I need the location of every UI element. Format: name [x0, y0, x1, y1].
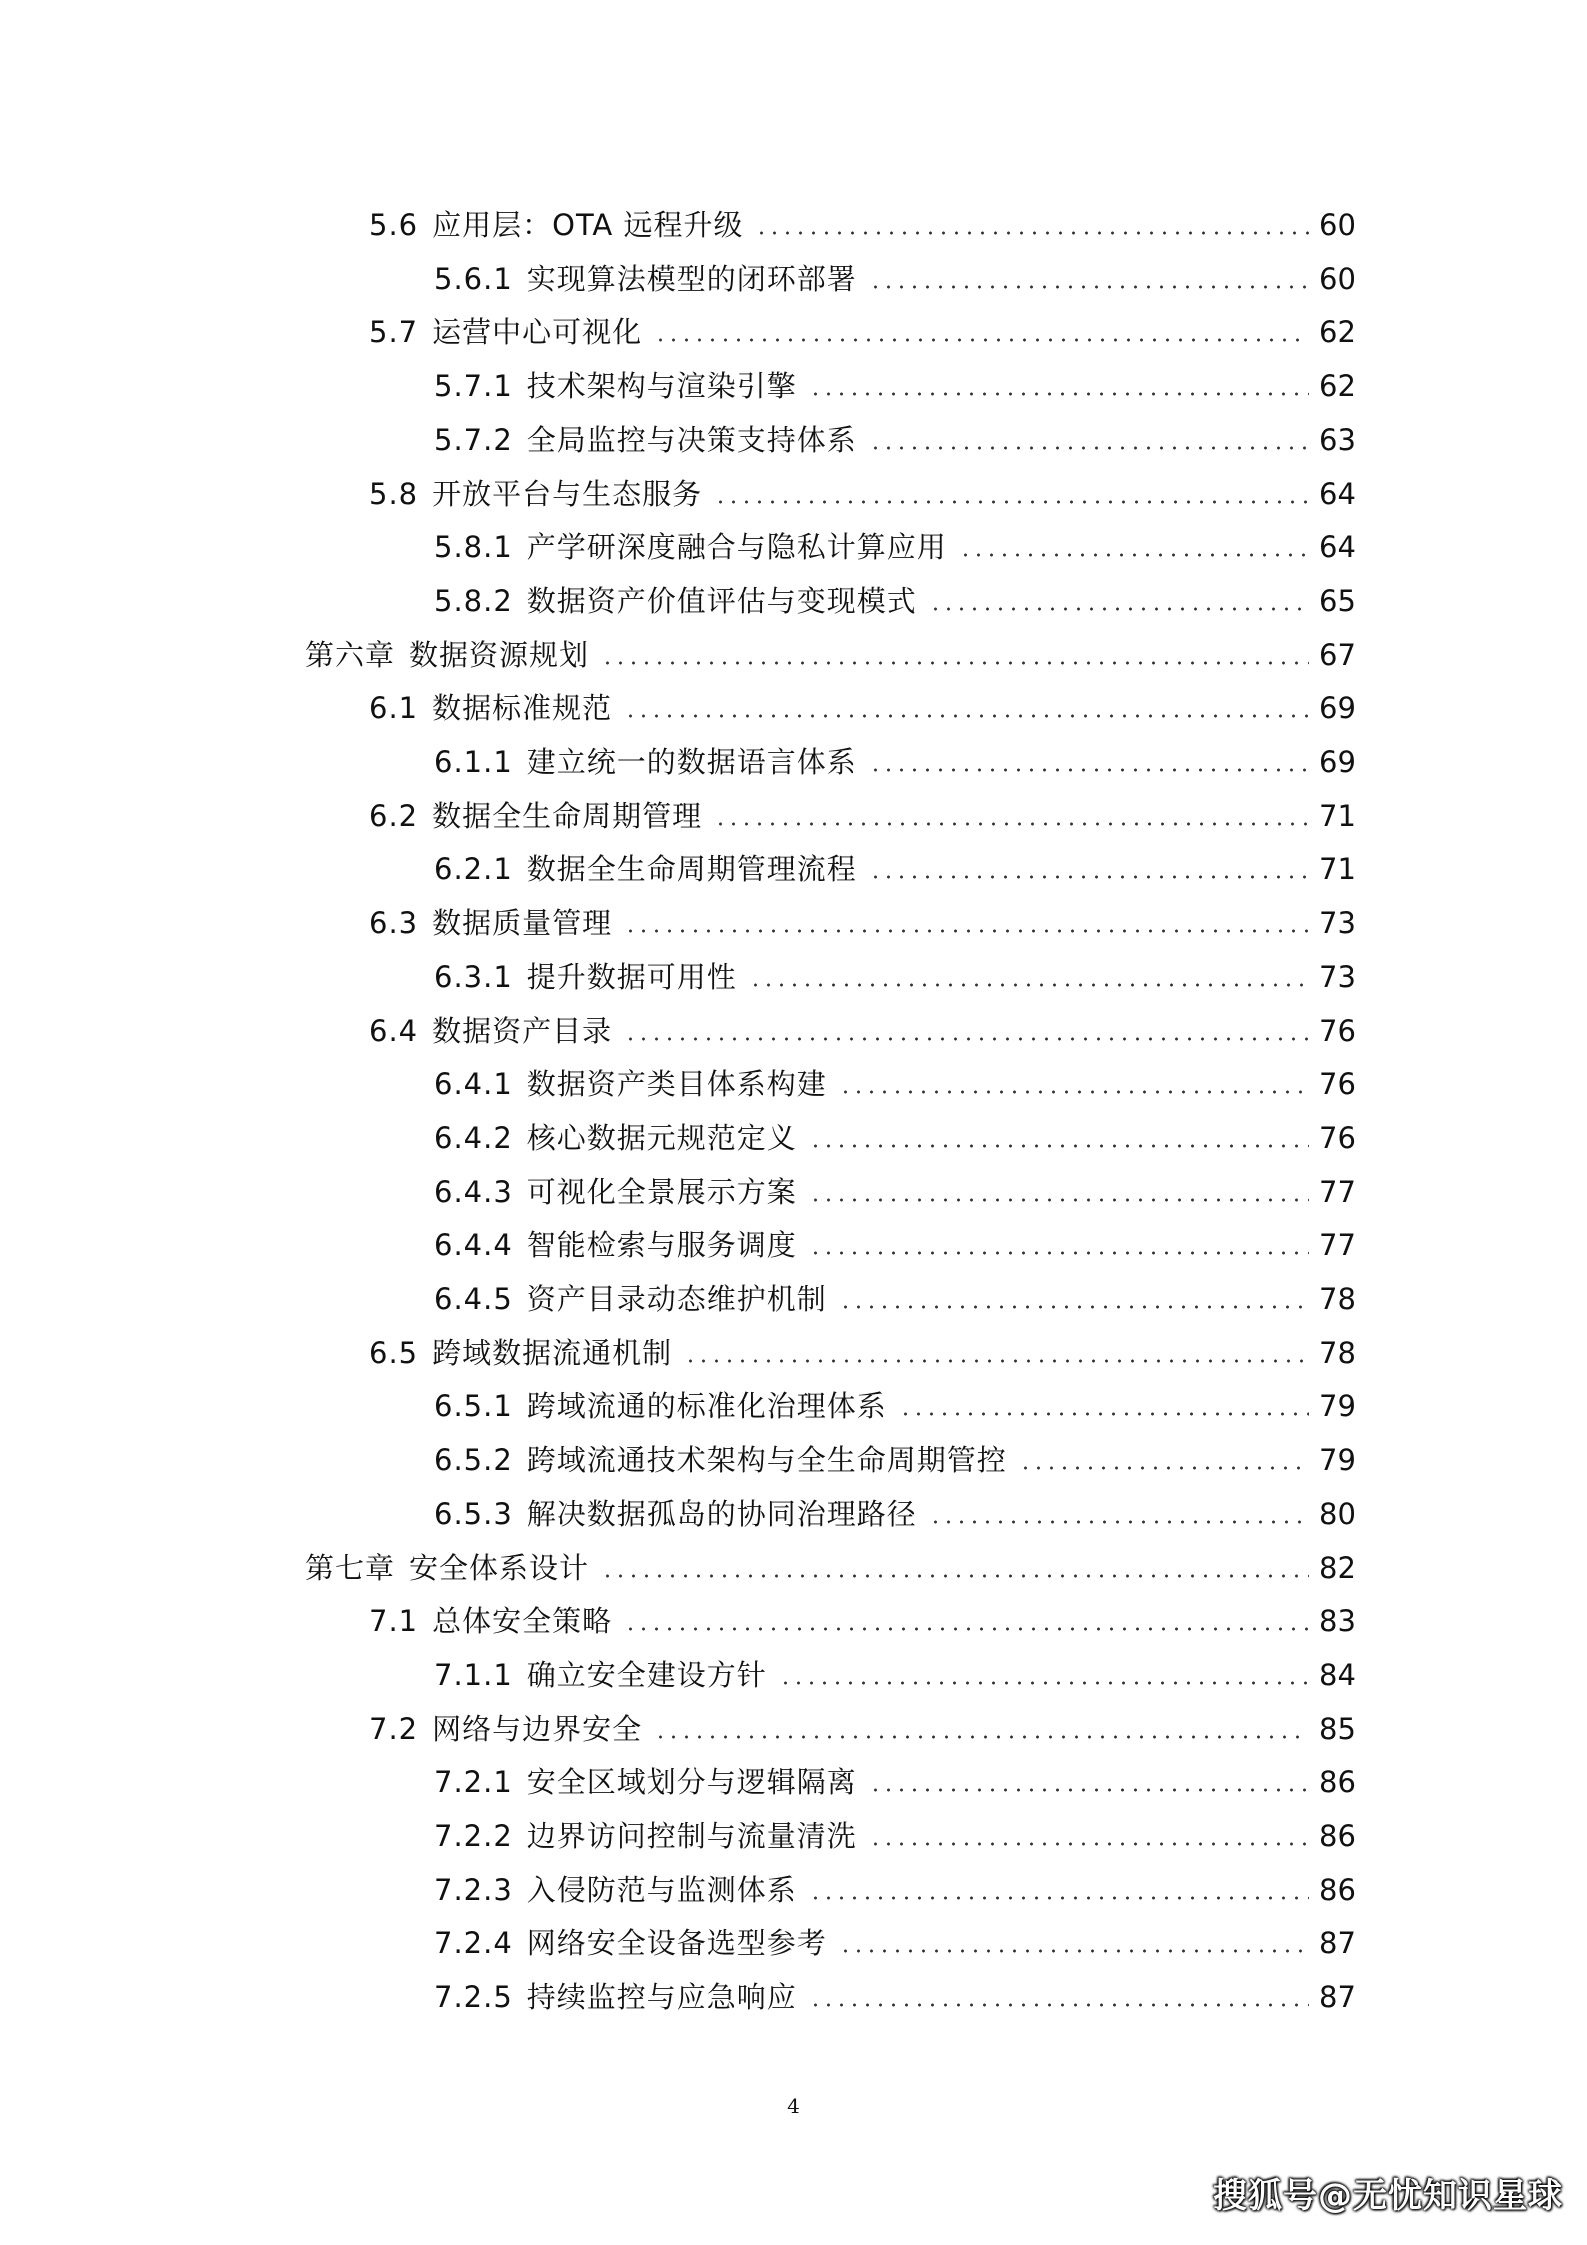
toc-entry-title: 数据标准规范	[432, 691, 613, 726]
toc-entry-number: 6.1.1	[434, 745, 513, 779]
toc-entry[interactable]	[369, 791, 1355, 841]
toc-entry-title: 解决数据孤岛的协同治理路径	[526, 1496, 917, 1531]
dot-leader	[1019, 1466, 1309, 1470]
dot-leader	[869, 1788, 1309, 1792]
dot-leader	[624, 929, 1309, 933]
dot-leader	[809, 1251, 1309, 1255]
toc-entry[interactable]	[434, 1059, 1355, 1109]
dot-leader	[839, 1949, 1309, 1953]
toc-entry-number: 7.2.2	[434, 1819, 513, 1853]
dot-leader	[839, 1305, 1309, 1309]
toc-entry-page: 85	[1319, 1711, 1356, 1746]
toc-entry-title: 网络与边界安全	[432, 1711, 643, 1746]
toc-entry[interactable]	[434, 952, 1355, 1002]
toc-entry-page: 69	[1319, 745, 1356, 779]
toc-entry[interactable]	[434, 1650, 1355, 1700]
toc-entry-title: 提升数据可用性	[526, 959, 737, 994]
dot-leader	[809, 1896, 1309, 1900]
dot-leader	[809, 2003, 1309, 2007]
dot-leader	[684, 1359, 1309, 1363]
toc-entry-title: 资产目录动态维护机制	[526, 1282, 827, 1316]
toc-entry-title: 全局监控与决策支持体系	[526, 422, 857, 457]
toc-entry-number: 6.4.4	[434, 1228, 513, 1263]
toc-entry-number: 6.4.5	[434, 1282, 513, 1316]
toc-entry-title: 可视化全景展示方案	[526, 1174, 797, 1209]
toc-entry-title: 入侵防范与监测体系	[526, 1872, 797, 1907]
watermark: 搜狐号@无忧知识星球	[1213, 2176, 1563, 2216]
toc-entry-page: 62	[1319, 369, 1356, 404]
toc-entry-title: 产学研深度融合与隐私计算应用	[526, 530, 947, 565]
toc-entry-page: 79	[1319, 1389, 1356, 1424]
toc-entry-number: 第七章	[305, 1550, 396, 1585]
toc-entry[interactable]	[434, 1167, 1355, 1217]
toc-entry-page: 77	[1319, 1174, 1356, 1209]
toc-entry-number: 5.6.1	[434, 261, 513, 296]
dot-leader	[869, 446, 1309, 450]
toc-entry-number: 7.2.3	[434, 1872, 513, 1907]
dot-leader	[714, 500, 1309, 504]
toc-entry-title: 网络安全设备选型参考	[526, 1926, 827, 1961]
toc-entry-number: 5.6	[369, 208, 419, 242]
toc-entry[interactable]	[434, 1865, 1355, 1915]
toc-entry-number: 5.8.1	[434, 530, 513, 565]
dot-leader	[601, 1574, 1309, 1578]
toc-entry-title: 总体安全策略	[432, 1604, 613, 1639]
toc-entry-page: 76	[1319, 1067, 1356, 1102]
toc-entry-page: 71	[1319, 798, 1356, 833]
toc-entry-number: 5.8.2	[434, 583, 513, 618]
toc-entry-title: 持续监控与应急响应	[526, 1980, 797, 2015]
toc-entry-number: 7.2.5	[434, 1980, 513, 2015]
toc-entry-title: 数据全生命周期管理流程	[526, 852, 857, 887]
toc-entry[interactable]	[434, 737, 1355, 787]
page-number: 4	[787, 2094, 800, 2118]
toc-entry-title: 数据全生命周期管理	[432, 798, 703, 833]
toc-entry[interactable]	[305, 630, 1355, 680]
toc-entry[interactable]	[369, 1328, 1355, 1378]
toc-entry-title: 技术架构与渲染引擎	[526, 369, 797, 404]
toc-entry-title: 跨域流通的标准化治理体系	[526, 1389, 887, 1424]
toc-entry[interactable]	[434, 361, 1355, 411]
dot-leader	[899, 1412, 1309, 1416]
toc-entry-title: 开放平台与生态服务	[432, 476, 703, 511]
dot-leader	[779, 1681, 1309, 1685]
toc-entry-title: 实现算法模型的闭环部署	[526, 261, 857, 296]
dot-leader	[809, 1198, 1309, 1202]
toc-entry-title: 数据质量管理	[432, 906, 613, 941]
toc-entry-number: 7.2.1	[434, 1765, 513, 1800]
dot-leader	[749, 983, 1309, 987]
toc-entry-title: 数据资产价值评估与变现模式	[526, 583, 917, 618]
dot-leader	[601, 661, 1309, 665]
toc-entry[interactable]	[434, 1918, 1355, 1968]
toc-entry-title: 跨域数据流通机制	[432, 1335, 673, 1370]
dot-leader	[755, 231, 1309, 235]
toc-entry-number: 6.2.1	[434, 852, 513, 887]
dot-leader	[869, 875, 1309, 879]
toc-entry-page: 79	[1319, 1443, 1356, 1478]
toc-entry[interactable]	[434, 1972, 1355, 2022]
toc-entry-page: 60	[1319, 208, 1356, 242]
toc-entry-page: 76	[1319, 1013, 1356, 1048]
toc-entry-page: 69	[1319, 691, 1356, 726]
toc-entry-title: 运营中心可视化	[432, 315, 643, 350]
toc-entry-number: 5.7.1	[434, 369, 513, 404]
toc-entry-page: 73	[1319, 906, 1356, 941]
toc-entry-page: 84	[1319, 1657, 1356, 1692]
toc-entry[interactable]	[434, 1220, 1355, 1270]
toc-entry-number: 6.5.2	[434, 1443, 513, 1478]
toc-entry-page: 73	[1319, 959, 1356, 994]
toc-entry[interactable]	[369, 683, 1355, 733]
dot-leader	[929, 607, 1309, 611]
toc-entry[interactable]	[369, 898, 1355, 948]
toc-entry-number: 5.7.2	[434, 422, 513, 457]
toc-entry[interactable]	[434, 1757, 1355, 1807]
dot-leader	[929, 1520, 1309, 1524]
dot-leader	[624, 1037, 1309, 1041]
dot-leader	[959, 553, 1309, 557]
toc-entry-number: 6.4	[369, 1013, 419, 1048]
toc-entry-title: 安全区域划分与逻辑隔离	[526, 1765, 857, 1800]
toc-entry-title: 建立统一的数据语言体系	[526, 745, 857, 779]
toc-entry[interactable]	[434, 1274, 1355, 1324]
toc-entry[interactable]	[369, 200, 1355, 250]
toc-entry[interactable]	[434, 254, 1355, 304]
toc-entry-page: 63	[1319, 422, 1356, 457]
toc-entry-number: 6.5.3	[434, 1496, 513, 1531]
toc-entry-number: 6.4.2	[434, 1120, 513, 1155]
toc-entry-page: 86	[1319, 1765, 1356, 1800]
toc-entry-number: 6.1	[369, 691, 419, 726]
toc-entry[interactable]	[434, 415, 1355, 465]
toc-entry[interactable]	[434, 1489, 1355, 1539]
toc-entry-title: 数据资产类目体系构建	[526, 1067, 827, 1102]
toc-entry-page: 86	[1319, 1819, 1356, 1853]
dot-leader	[869, 1842, 1309, 1846]
toc-entry[interactable]	[369, 307, 1355, 357]
toc-entry-title: 边界访问控制与流量清洗	[526, 1819, 857, 1853]
toc-entry-number: 7.2.4	[434, 1926, 513, 1961]
toc-entry[interactable]	[305, 1543, 1355, 1593]
toc-entry-page: 62	[1319, 315, 1356, 350]
toc-entry-number: 6.5	[369, 1335, 419, 1370]
toc-entry-number: 6.2	[369, 798, 419, 833]
toc-entry[interactable]	[369, 1704, 1355, 1754]
toc-entry[interactable]	[434, 1811, 1355, 1861]
toc-entry-number: 6.5.1	[434, 1389, 513, 1424]
dot-leader	[624, 1627, 1309, 1631]
toc-entry-number: 7.2	[369, 1711, 419, 1746]
toc-entry-title: 应用层：OTA 远程升级	[432, 208, 744, 242]
toc-entry-page: 78	[1319, 1282, 1356, 1316]
toc-entry-page: 78	[1319, 1335, 1356, 1370]
toc-entry-number: 6.4.1	[434, 1067, 513, 1102]
toc-entry-number: 7.1	[369, 1604, 419, 1639]
toc-entry-number: 6.4.3	[434, 1174, 513, 1209]
toc-entry-page: 77	[1319, 1228, 1356, 1263]
toc-entry-number: 6.3.1	[434, 959, 513, 994]
toc-entry[interactable]	[434, 522, 1355, 572]
toc-entry-page: 83	[1319, 1604, 1356, 1639]
dot-leader	[869, 768, 1309, 772]
toc-entry[interactable]	[369, 1006, 1355, 1056]
toc-entry-title: 安全体系设计	[409, 1550, 590, 1585]
toc-entry[interactable]	[369, 469, 1355, 519]
toc-entry-page: 60	[1319, 261, 1356, 296]
toc-entry-title: 数据资产目录	[432, 1013, 613, 1048]
toc-entry[interactable]	[434, 1381, 1355, 1431]
toc-entry-page: 71	[1319, 852, 1356, 887]
toc-entry[interactable]	[434, 576, 1355, 626]
toc-entry-page: 65	[1319, 583, 1356, 618]
toc-entry-page: 82	[1319, 1550, 1356, 1585]
toc-entry-title: 核心数据元规范定义	[526, 1120, 797, 1155]
toc-entry-title: 确立安全建设方针	[526, 1657, 767, 1692]
toc-entry-page: 64	[1319, 476, 1356, 511]
dot-leader	[809, 392, 1309, 396]
toc-entry[interactable]	[369, 1596, 1355, 1646]
toc-entry-page: 67	[1319, 637, 1356, 672]
toc-entry-page: 80	[1319, 1496, 1356, 1531]
dot-leader	[624, 714, 1309, 718]
toc-entry-title: 智能检索与服务调度	[526, 1228, 797, 1263]
dot-leader	[654, 338, 1309, 342]
toc-entry-title: 数据资源规划	[409, 637, 590, 672]
toc-entry-page: 64	[1319, 530, 1356, 565]
dot-leader	[714, 822, 1309, 826]
toc-entry-page: 76	[1319, 1120, 1356, 1155]
toc-entry-number: 第六章	[305, 637, 396, 672]
toc-entry-number: 6.3	[369, 906, 419, 941]
toc-entry-number: 7.1.1	[434, 1657, 513, 1692]
toc-entry[interactable]	[434, 1113, 1355, 1163]
toc-entry-page: 87	[1319, 1926, 1356, 1961]
toc-entry-page: 87	[1319, 1980, 1356, 2015]
toc-entry-number: 5.7	[369, 315, 419, 350]
dot-leader	[809, 1144, 1309, 1148]
toc-entry[interactable]	[434, 1435, 1355, 1485]
toc-entry-title: 跨域流通技术架构与全生命周期管控	[526, 1443, 1007, 1478]
dot-leader	[839, 1090, 1309, 1094]
dot-leader	[654, 1735, 1309, 1739]
toc-entry-number: 5.8	[369, 476, 419, 511]
toc-entry[interactable]	[434, 844, 1355, 894]
dot-leader	[869, 285, 1309, 289]
toc-entry-page: 86	[1319, 1872, 1356, 1907]
